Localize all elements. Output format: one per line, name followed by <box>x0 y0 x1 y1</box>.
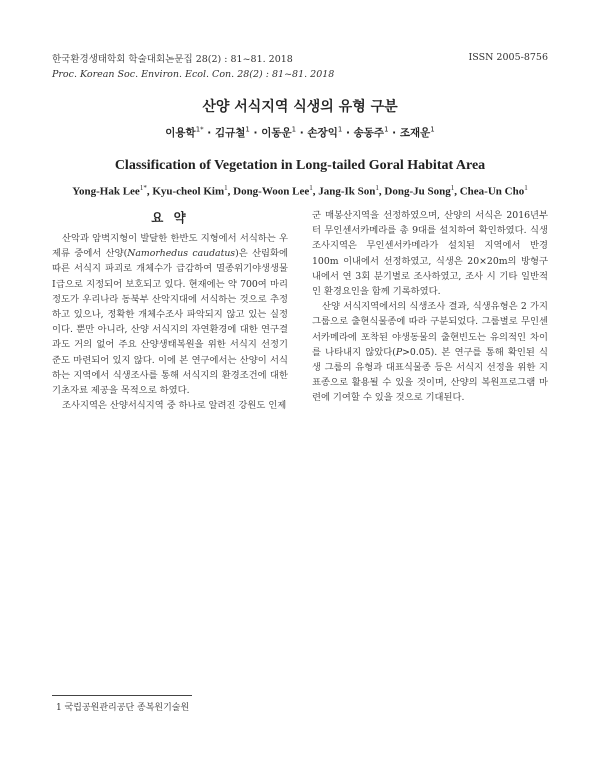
author-name: 이동운 <box>261 127 292 139</box>
paragraph-text: )은 산림화에 따른 서식지 파괴로 개체수가 급감하여 멸종위기야생생물 Ⅰ급으로 지정되어 보호되고 있다. 현재에는 약 700여 마리 정도가 우리나라 동북부 산악지대에 서식하는 것으로 추정하고 있으나, 정확한 개체수조사 파악되지 않고 있는 실정이다. 뿐만 아니라, 산양 서식지의 자연환경에 대한 연구결과도 거의 없어 주요 산양생태복원을 위한 서식지 선정기준도 마련되어 있지 않다. 이에 본 연구에서는 산양이 서식하는 지역에서 식생조사를 통해 서식지의 환경조건에 대한 기초자료 제공을 목적으로 하였다. <box>52 248 288 397</box>
author-separator: · <box>388 127 400 139</box>
footnote-rule <box>52 695 192 696</box>
author-name: 이용학 <box>165 127 196 139</box>
abstract-paragraph <box>52 398 288 413</box>
paragraph-text: >0.05). 본 연구를 통해 확인된 식생 그룹의 유형과 대표식물종 등은 서식지 선정을 위한 지표종으로 활용될 수 있을 것이며, 산양의 복원프로그램 마련에 기여할 수 있을 것으로 기대된다. <box>312 346 548 404</box>
journal-citation-ko: 한국환경생태학회 학술대회논문집 28(2) : 81~81. 2018 <box>52 54 293 65</box>
author-affiliation-mark: 1* <box>139 184 147 192</box>
journal-citation-en: Proc. Korean Soc. Environ. Ecol. Con. 28(2) : 81~81. 2018 <box>52 69 335 80</box>
author-separator: , <box>227 185 234 198</box>
title-korean: 산양 서식지역 식생의 유형 구분 <box>202 99 398 115</box>
author-name: Dong-Woon Lee <box>233 185 310 198</box>
author-affiliation-mark: 1 <box>337 125 343 134</box>
issn: ISSN 2005-8756 <box>468 52 548 63</box>
journal-header <box>52 52 334 82</box>
paragraph-text: 산악과 암벽지형이 발달한 한반도 지형에서 서식하는 우제류 중에서 산양( <box>52 233 288 260</box>
paragraph-text: 군 매봉산지역을 선정하였으며, 산양의 서식은 2016년부터 무인센서카메라를 총 9대를 설치하여 확인하였다. 식생조사지역은 무인센서카메라가 설치된 지역에서 반경 100m 이내에서 선정하였고, 식생은 20×20m의 방형구 내에서 연 3회 분기별로 조사하였고, 조사 시 기타 일반적인 환경요인을 함께 기록하였다. <box>312 210 548 298</box>
author-separator: , <box>378 185 385 198</box>
author-name: 김규철 <box>214 127 246 139</box>
author-affiliation-mark: 1* <box>195 125 204 134</box>
footnote-affiliation: 1 국립공원관리공단 종복원기술원 <box>56 703 190 713</box>
abstract-right-column <box>312 208 548 406</box>
paragraph-text: 조사지역은 산양서식지역 중 하나로 알려진 강원도 인제 <box>62 400 287 412</box>
authors-korean <box>0 125 600 140</box>
italic-term: Namorhedus caudatus <box>127 248 236 260</box>
title-english: Classification of Vegetation in Long-tailed Goral Habitat Area <box>114 158 486 173</box>
author-separator: · <box>203 127 215 139</box>
author-name: Jang-Ik Son <box>318 185 376 198</box>
author-affiliation-mark: 1 <box>224 184 228 192</box>
author-affiliation-mark: 1 <box>450 184 455 192</box>
author-separator: · <box>342 127 354 139</box>
author-name: Dong-Ju Song <box>384 185 451 198</box>
author-name: 손장익 <box>307 127 338 139</box>
abstract-left-column <box>52 231 288 413</box>
author-affiliation-mark: 1 <box>291 125 297 134</box>
author-affiliation-mark: 1 <box>430 125 435 134</box>
author-name: 송동주 <box>353 127 385 139</box>
abstract-paragraph <box>312 208 548 299</box>
paragraph-text: 산양 서식지역에서의 식생조사 결과, 식생유형은 2 가지 그룹으로 출현식물종에 따라 구분되었다. 그룹별로 무인센서카메라에 포착된 야생동물의 출현빈도는 유의적인 차이를 나타내지 않았다( <box>312 301 548 358</box>
author-affiliation-mark: 1 <box>524 184 528 192</box>
author-name: Kyu-cheol Kim <box>152 185 225 198</box>
author-name: 조재운 <box>399 127 431 139</box>
author-separator: , <box>312 185 319 198</box>
authors-english <box>0 184 600 198</box>
author-affiliation-mark: 1 <box>375 184 379 192</box>
author-separator: , <box>146 185 153 198</box>
author-separator: · <box>296 127 308 139</box>
author-affiliation-mark: 1 <box>384 125 389 134</box>
abstract-heading: 요 약 <box>151 210 189 225</box>
author-name: Yong-Hak Lee <box>72 185 140 198</box>
author-affiliation-mark: 1 <box>309 184 313 192</box>
author-affiliation-mark: 1 <box>245 125 250 134</box>
abstract-paragraph <box>312 299 548 405</box>
author-name: Chea-Un Cho <box>459 185 525 198</box>
italic-term: P <box>395 346 403 358</box>
abstract-paragraph <box>52 231 288 398</box>
author-separator: , <box>454 185 460 198</box>
author-separator: · <box>249 127 262 139</box>
